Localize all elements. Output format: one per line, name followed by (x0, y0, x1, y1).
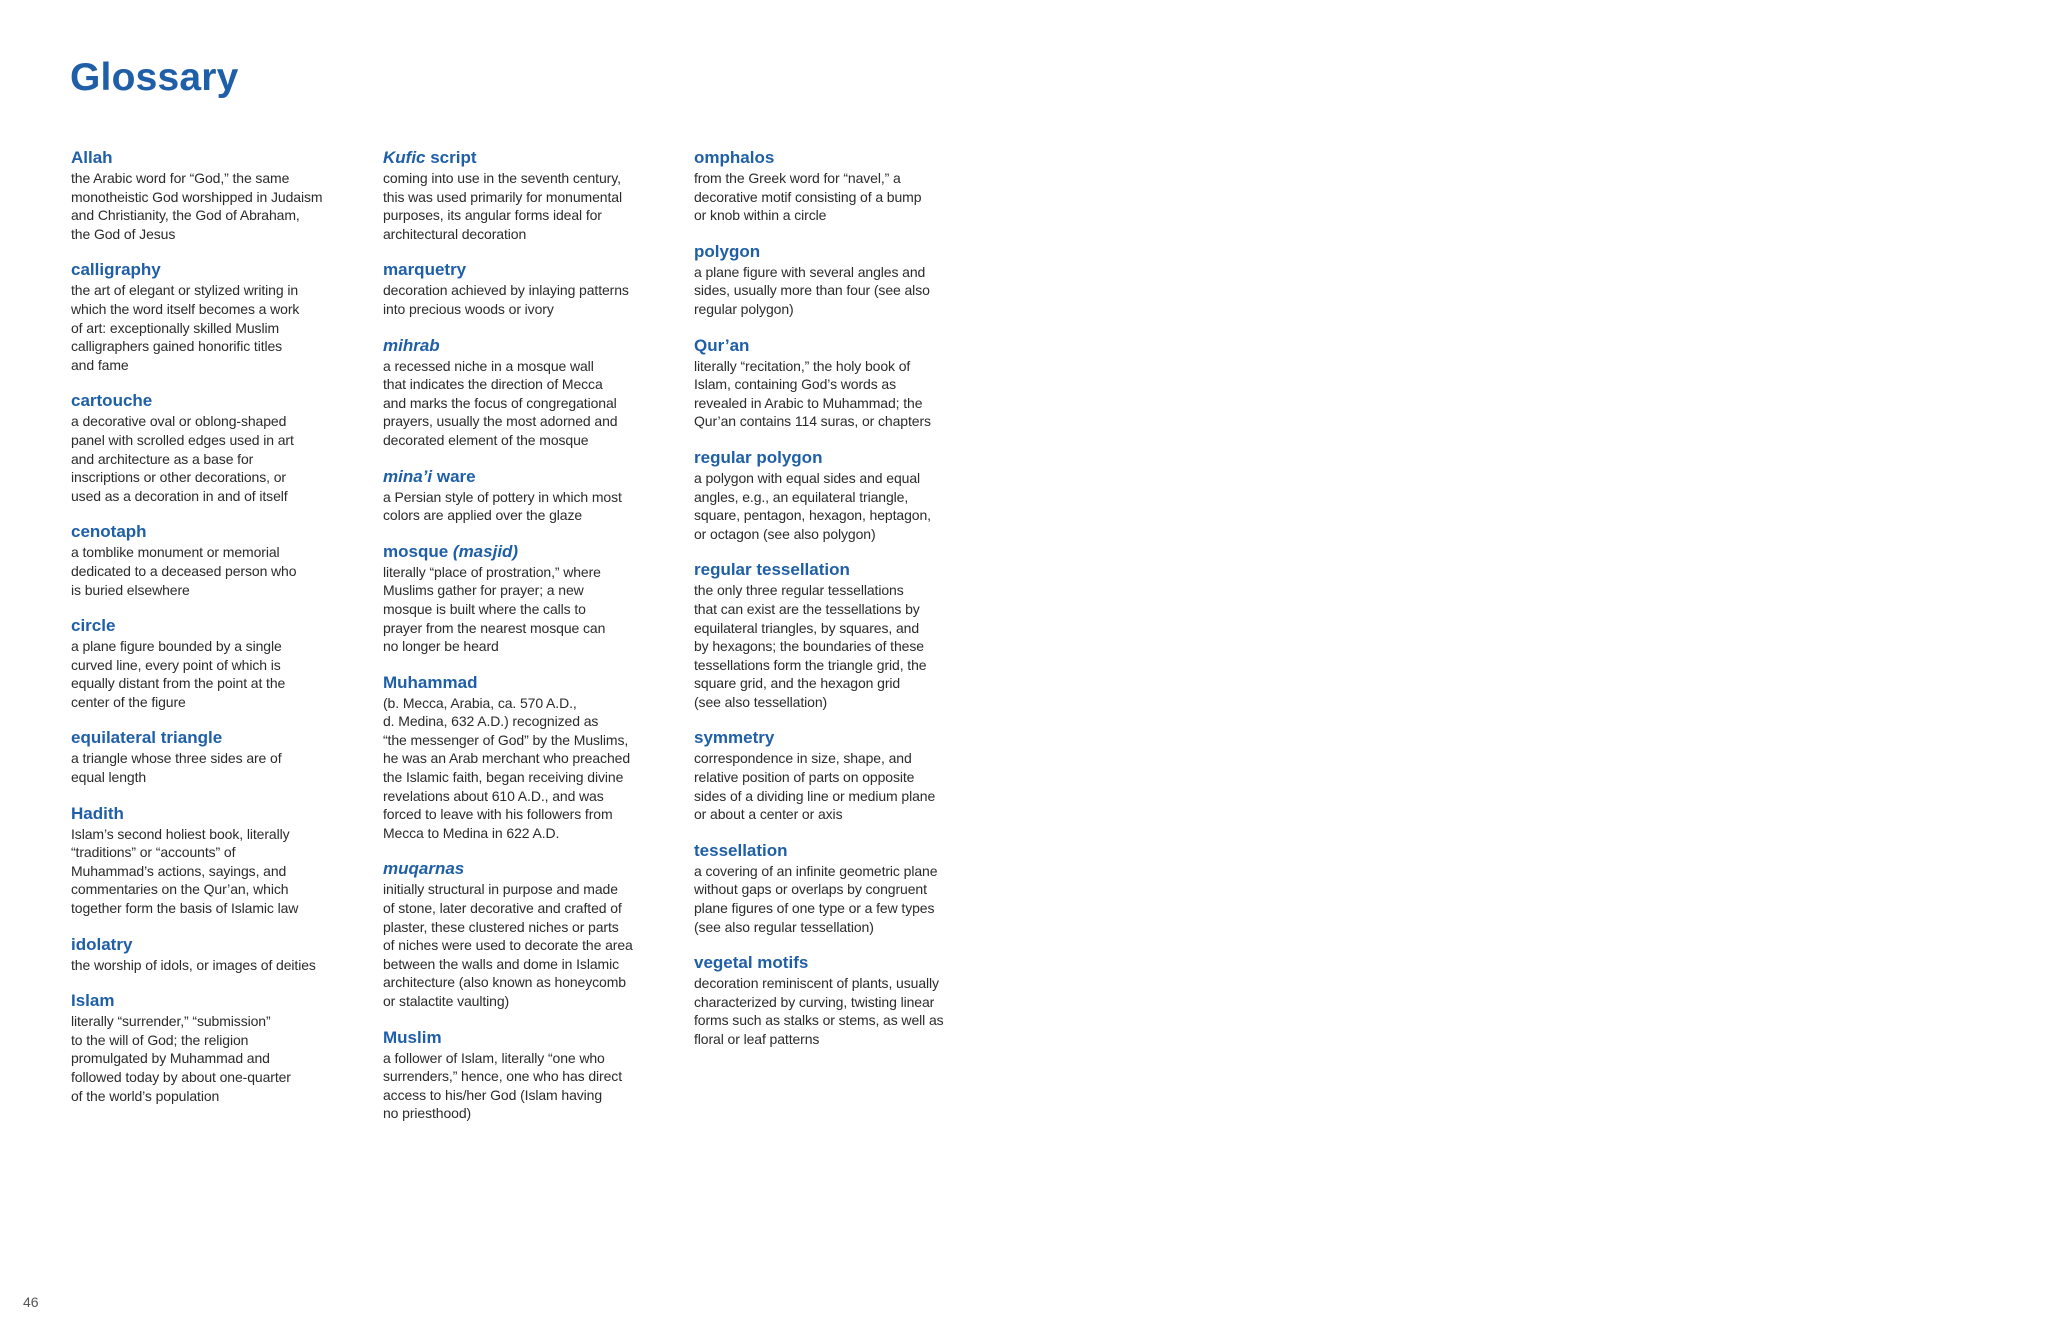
glossary-term (71, 260, 391, 280)
glossary-term (383, 336, 703, 356)
glossary-term (694, 953, 1014, 973)
glossary-term-text: vegetal motifs (694, 953, 809, 973)
page-number: 46 (23, 1294, 39, 1310)
glossary-term (383, 1028, 703, 1048)
glossary-entry (71, 935, 391, 975)
glossary-term-text: cartouche (71, 391, 153, 411)
glossary-definition: initially structural in purpose and made of stone, later decorative and crafted of plaster, these clustered niches or parts of niches were used to decorate the area between the walls and dome in Islamic architecture (also known as honeycomb or stalactite vaulting) (383, 881, 633, 1009)
glossary-entry (694, 728, 1014, 823)
glossary-term-text: Muhammad (383, 672, 478, 692)
glossary-term-italic: Kufic (383, 148, 426, 167)
glossary-term (383, 673, 703, 693)
glossary-term (694, 336, 1014, 356)
glossary-definition: a plane figure bounded by a single curved line, every point of which is equally distant from the point at the center of the figure (71, 638, 286, 710)
glossary-entry (383, 336, 703, 450)
glossary-term (694, 448, 1014, 468)
glossary-term (383, 859, 703, 879)
glossary-entry (71, 991, 391, 1105)
glossary-term-text: tessellation (694, 840, 788, 860)
glossary-entry (71, 522, 391, 599)
glossary-definition: the only three regular tessellations that can exist are the tessellations by equilateral triangles, by squares, and by hexagons; the boundaries of these tessellations form the triangle grid, the square grid, and the hexagon grid (see also tessellation) (694, 582, 927, 710)
glossary-entry (71, 616, 391, 711)
glossary-term-text: ware (432, 466, 476, 486)
glossary-term-text: equilateral triangle (71, 728, 223, 748)
glossary-term (694, 841, 1014, 861)
glossary-entry (694, 148, 1014, 225)
glossary-definition: the worship of idols, or images of deities (71, 956, 316, 973)
glossary-term-text: circle (71, 616, 116, 636)
glossary-definition: from the Greek word for “navel,” a decorative motif consisting of a bump or knob within a circle (694, 170, 922, 224)
glossary-term-text: script (425, 148, 477, 167)
glossary-entry (383, 148, 703, 243)
glossary-entry (694, 953, 1014, 1048)
glossary-definition: the Arabic word for “God,” the same monotheistic God worshipped in Judaism and Christianity, the God of Abraham, the God of Jesus (71, 170, 323, 242)
glossary-entry (383, 260, 703, 318)
glossary-term (71, 804, 391, 824)
glossary-entry (383, 859, 703, 1010)
glossary-entry (694, 242, 1014, 319)
glossary-term-text: Allah (71, 148, 113, 167)
glossary-term-italic: mina’i (383, 466, 433, 486)
glossary-term-text: Hadith (71, 803, 124, 823)
glossary-definition: decoration reminiscent of plants, usually characterized by curving, twisting linear forms such as stalks or stems, as well as floral or leaf patterns (694, 975, 944, 1047)
glossary-definition: the art of elegant or stylized writing in which the word itself becomes a work of art: exceptionally skilled Muslim calligraphers gained honorific titles and fame (71, 282, 300, 373)
glossary-definition: Islam’s second holiest book, literally “traditions” or “accounts” of Muhammad’s actions, sayings, and commentaries on the Qur’an, which together form the basis of Islamic law (71, 825, 299, 917)
glossary-term (71, 935, 391, 955)
glossary-term-text: marquetry (383, 260, 467, 280)
glossary-definition: a triangle whose three sides are of equal length (71, 750, 282, 786)
glossary-column-2 (383, 148, 703, 1140)
glossary-definition: decoration achieved by inlaying patterns into precious woods or ivory (383, 282, 629, 317)
glossary-term (71, 522, 391, 542)
glossary-term-italic: mihrab (383, 335, 440, 355)
glossary-definition: a polygon with equal sides and equal angles, e.g., an equilateral triangle, square, pentagon, hexagon, heptagon, or octagon (see also polygon) (694, 469, 931, 542)
glossary-term-text: omphalos (694, 148, 775, 167)
glossary-term-italic: (masjid) (452, 541, 519, 561)
glossary-definition: a covering of an infinite geometric plane without gaps or overlaps by congruent plane figures of one type or a few types (see also regular tessellation) (694, 862, 938, 935)
glossary-term-text: regular tessellation (694, 560, 850, 580)
glossary-term-text: Muslim (383, 1027, 442, 1047)
glossary-term-text: calligraphy (71, 260, 161, 280)
glossary-term (694, 148, 1014, 168)
glossary-definition: coming into use in the seventh century, this was used primarily for monumental purposes, its angular forms ideal for architectural decoration (383, 170, 622, 242)
glossary-definition: a recessed niche in a mosque wall that indicates the direction of Mecca and marks the focus of congregational prayers, usually the most adorned and decorated element of the mosque (383, 357, 618, 448)
glossary-term-text: idolatry (71, 934, 133, 954)
glossary-term-text: Qur’an (694, 335, 750, 355)
glossary-entry (383, 542, 703, 656)
glossary-entry (383, 673, 703, 843)
glossary-definition: a Persian style of pottery in which most colors are applied over the glaze (383, 488, 622, 524)
glossary-definition: literally “surrender,” “submission” to the will of God; the religion promulgated by Muhammad and followed today by about one-quarter of the world’s population (71, 1013, 291, 1104)
glossary-term (694, 560, 1014, 580)
glossary-term (71, 991, 391, 1011)
page-title: Glossary (70, 56, 239, 99)
glossary-definition: literally “recitation,” the holy book of Islam, containing God’s words as revealed in Arabic to Muhammad; the Qur’an contains 114 suras, or chapters (694, 357, 931, 430)
glossary-entry (71, 804, 391, 918)
glossary-entry (694, 336, 1014, 431)
glossary-term (71, 728, 391, 748)
glossary-term-italic: muqarnas (383, 859, 465, 879)
glossary-column-3 (694, 148, 1014, 1066)
glossary-definition: a follower of Islam, literally “one who surrenders,” hence, one who has direct access to his/her God (Islam having no priesthood) (383, 1049, 622, 1122)
glossary-term (383, 542, 703, 562)
glossary-term (71, 148, 391, 168)
glossary-term (71, 391, 391, 411)
glossary-definition: correspondence in size, shape, and relative position of parts on opposite sides of a dividing line or medium plane or about a center or axis (694, 750, 936, 823)
glossary-term (694, 728, 1014, 748)
glossary-definition: (b. Mecca, Arabia, ca. 570 A.D., d. Medina, 632 A.D.) recognized as “the messenger of God” by the Muslims, he was an Arab merchant who preached the Islamic faith, began receiving divine revelations about 610 A.D., and was forced to leave with his followers from Mecca to Medina in 622 A.D. (383, 694, 630, 841)
glossary-entry (694, 841, 1014, 936)
glossary-term (383, 260, 703, 280)
glossary-definition: a decorative oval or oblong-shaped panel with scrolled edges used in art and architecture as a base for inscriptions or other decorations, or used as a decoration in and of itself (71, 413, 294, 504)
glossary-term-text: symmetry (694, 728, 775, 748)
glossary-term-text: regular polygon (694, 447, 823, 467)
glossary-entry (694, 448, 1014, 543)
glossary-term-text: mosque (383, 541, 453, 561)
glossary-term (71, 616, 391, 636)
glossary-entry (71, 148, 391, 243)
glossary-entry (383, 1028, 703, 1123)
glossary-entry (71, 260, 391, 374)
glossary-entry (383, 467, 703, 525)
glossary-entry (71, 728, 391, 786)
glossary-definition: a plane figure with several angles and sides, usually more than four (see also regular polygon) (694, 263, 930, 317)
glossary-term (383, 467, 703, 487)
glossary-term-text: Islam (71, 991, 115, 1011)
glossary-term-text: cenotaph (71, 522, 147, 542)
glossary-column-1 (71, 148, 391, 1122)
glossary-definition: a tomblike monument or memorial dedicated to a deceased person who is buried elsewhere (71, 544, 297, 598)
glossary-entry (71, 391, 391, 505)
glossary-term (694, 242, 1014, 262)
glossary-term-text: polygon (694, 241, 761, 261)
glossary-term (383, 148, 703, 168)
glossary-definition: literally “place of prostration,” where Muslims gather for prayer; a new mosque is built where the calls to prayer from the nearest mosque can no longer be heard (383, 563, 606, 655)
glossary-entry (694, 560, 1014, 711)
